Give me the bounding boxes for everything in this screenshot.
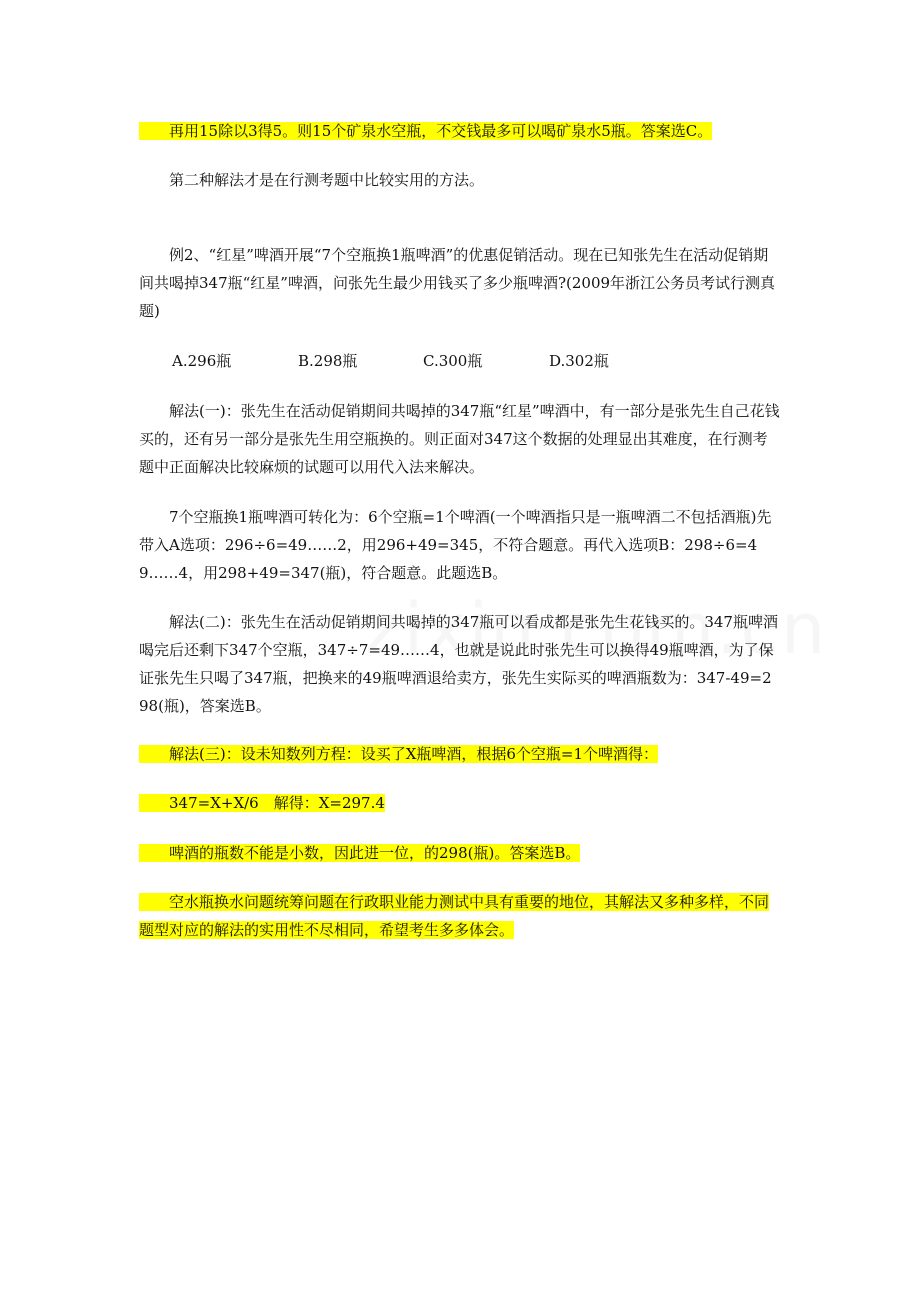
- highlighted-text: 空水瓶换水问题统筹问题在行政职业能力测试中具有重要的地位，其解法又多种多样，不同题型对应的解法的实用性不尽相同，希望考生多多体会。: [139, 893, 770, 939]
- paragraph-answer-c: [139, 117, 781, 145]
- answer-options: [139, 347, 781, 375]
- paragraph-summary: [139, 888, 781, 944]
- paragraph-answer-b: [139, 839, 781, 867]
- paragraph-second-method: 第二种解法才是在行测考题中比较实用的方法。: [139, 171, 485, 189]
- paragraph-equation: [139, 789, 781, 817]
- paragraph-substitution: 7个空瓶换1瓶啤酒可转化为：6个空瓶=1个啤酒(一个啤酒指只是一瓶啤酒二不包括酒瓶)先带入A选项：296÷6=49……2，用296+49=345，不符合题意。再代入选项B：298÷6=49……4，用298+49=347(瓶)，符合题意。此题选B。: [139, 508, 772, 582]
- highlighted-text: 解法(三)：设未知数列方程：设买了X瓶啤酒，根据6个空瓶=1个啤酒得：: [139, 745, 659, 763]
- option-a: A.296瓶: [172, 352, 232, 370]
- paragraph-method-3: [139, 740, 781, 768]
- highlighted-text: 再用15除以3得5。则15个矿泉水空瓶，不交钱最多可以喝矿泉水5瓶。答案选C。: [139, 122, 713, 140]
- paragraph-method-1: 解法(一)：张先生在活动促销期间共喝掉的347瓶“红星”啤酒中，有一部分是张先生自己花钱买的，还有另一部分是张先生用空瓶换的。则正面对347这个数据的处理显出其难度，在行测考题中正面解决比较麻烦的试题可以用代入法来解决。: [139, 402, 780, 476]
- paragraph-method-2: 解法(二)：张先生在活动促销期间共喝掉的347瓶可以看成都是张先生花钱买的。347瓶啤酒喝完后还剩下347个空瓶，347÷7=49……4，也就是说此时张先生可以换得49瓶啤酒，为了保证张先生只喝了347瓶，把换来的49瓶啤酒退给卖方，张先生实际买的啤酒瓶数为：347-49=298(瓶)，答案选B。: [139, 613, 778, 715]
- option-c: C.300瓶: [423, 352, 483, 370]
- highlighted-text: 347=X+X/6 解得：X=297.4: [139, 794, 385, 812]
- highlighted-text: 啤酒的瓶数不能是小数，因此进一位，的298(瓶)。答案选B。: [139, 844, 581, 862]
- option-d: D.302瓶: [549, 352, 609, 370]
- paragraph-example-2: 例2、“红星”啤酒开展“7个空瓶换1瓶啤酒”的优惠促销活动。现在已知张先生在活动促销期间共喝掉347瓶“红星”啤酒，问张先生最少用钱买了多少瓶啤酒?(2009年浙江公务员考试行测真题): [139, 246, 776, 320]
- option-b: B.298瓶: [298, 352, 358, 370]
